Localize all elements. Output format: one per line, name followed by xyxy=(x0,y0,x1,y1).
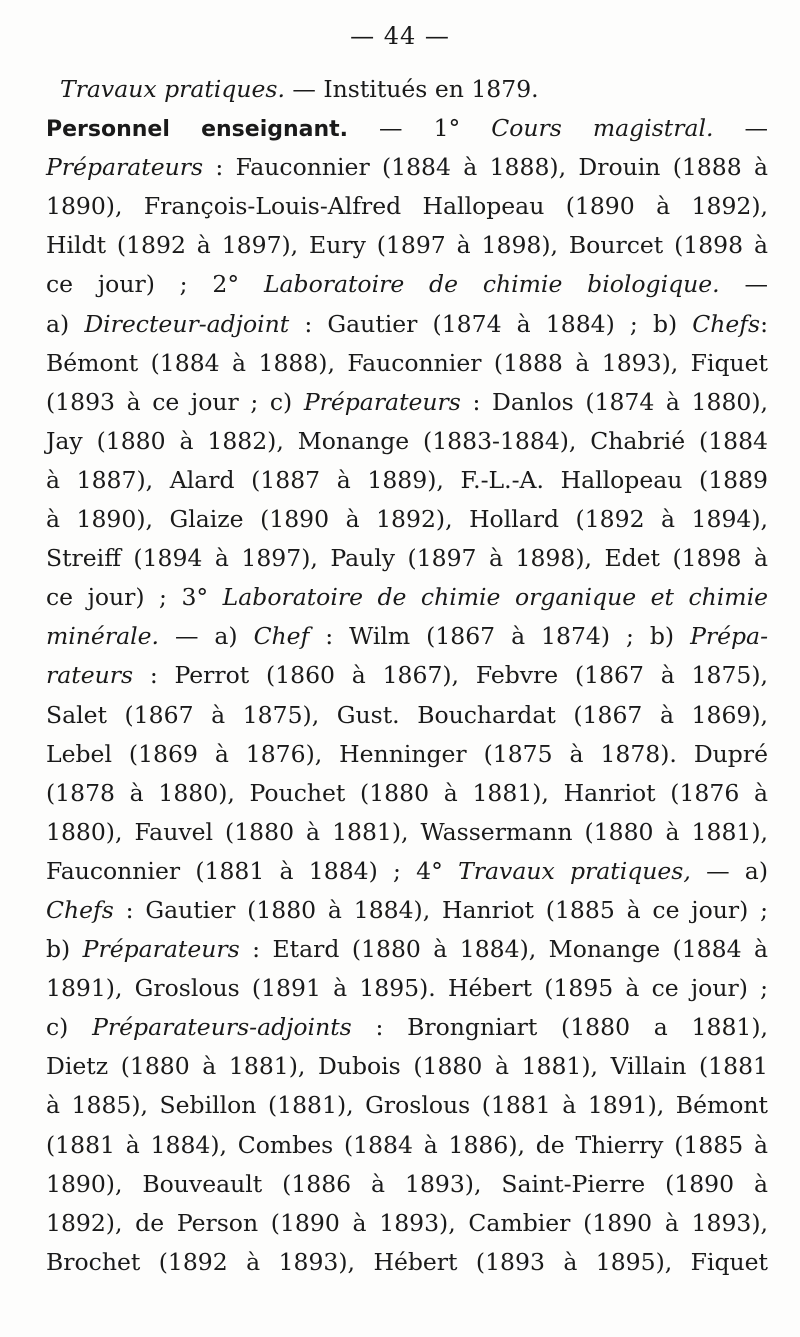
text-line xyxy=(46,813,768,852)
italic-text: Directeur-adjoint xyxy=(84,309,290,338)
text-segment: a) xyxy=(46,309,85,338)
text-line xyxy=(46,696,768,735)
text-segment: Jay (1880 à 1882), Monange (1883-1884), Chabrié (1884 xyxy=(46,426,768,455)
text-line xyxy=(46,226,768,265)
italic-text: Laboratoire de chimie organique et chimie xyxy=(222,583,768,612)
text-segment: : Wilm (1867 à 1874) ; b) xyxy=(309,622,691,651)
text-line xyxy=(46,1047,768,1086)
text-line xyxy=(46,1086,768,1125)
text-segment: 1880), Fauvel (1880 à 1881), Wassermann (1880 à 1881), xyxy=(46,817,768,846)
text-segment: (1881 à 1884), Combes (1884 à 1886), de Thierry (1885 à xyxy=(46,1130,768,1159)
text-line xyxy=(46,735,768,774)
text-segment: : Gautier (1880 à 1884), Hanriot (1885 à ce jour) ; xyxy=(113,895,768,924)
text-line xyxy=(46,500,768,539)
text-segment: Dietz (1880 à 1881), Dubois (1880 à 1881), Villain (1881 xyxy=(46,1052,768,1081)
text-segment: — xyxy=(713,114,768,143)
text-line xyxy=(46,422,768,461)
text-segment: 1890), Bouveault (1886 à 1893), Saint-Pierre (1890 à xyxy=(46,1169,768,1198)
text-segment: Lebel (1869 à 1876), Henninger (1875 à 1878). Dupré xyxy=(46,739,768,768)
text-line xyxy=(46,305,768,344)
text-line xyxy=(46,1243,768,1282)
text-line xyxy=(46,578,768,617)
body-text xyxy=(46,70,768,1282)
italic-text: minérale. xyxy=(46,622,159,651)
text-line xyxy=(46,539,768,578)
italic-text: Chefs xyxy=(692,309,761,338)
italic-text: Chefs xyxy=(46,895,114,924)
text-line xyxy=(46,1008,768,1047)
text-line xyxy=(46,891,768,930)
text-segment: (1893 à ce jour ; c) xyxy=(46,387,304,416)
italic-text: Préparateurs-adjoints xyxy=(92,1013,352,1042)
text-line xyxy=(46,617,768,656)
text-line xyxy=(46,1165,768,1204)
text-segment: Fauconnier (1881 à 1884) ; 4° xyxy=(46,856,459,885)
text-segment: : Perrot (1860 à 1867), Febvre (1867 à 1875), xyxy=(133,661,768,690)
text-line xyxy=(46,930,768,969)
text-line xyxy=(46,383,768,422)
text-segment: : Fauconnier (1884 à 1888), Drouin (1888 à xyxy=(203,153,768,182)
text-segment: (1878 à 1880), Pouchet (1880 à 1881), Hanriot (1876 à xyxy=(46,778,768,807)
text-segment: : Etard (1880 à 1884), Monange (1884 à xyxy=(239,935,768,964)
text-line xyxy=(46,774,768,813)
text-segment: b) xyxy=(46,935,83,964)
italic-text: Préparateurs xyxy=(303,387,461,416)
text-segment: 1890), François-Louis-Alfred Hallopeau (1890 à 1892), xyxy=(46,192,768,221)
text-line xyxy=(46,109,768,148)
text-line xyxy=(46,187,768,226)
text-line xyxy=(46,852,768,891)
text-line xyxy=(46,461,768,500)
text-segment: — a) xyxy=(158,622,254,651)
text-segment: — Institués en 1879. xyxy=(284,75,539,103)
text-line xyxy=(46,1204,768,1243)
text-segment: : xyxy=(760,309,768,338)
text-segment: c) xyxy=(46,1013,93,1042)
text-segment: Brochet (1892 à 1893), Hébert (1893 à 1895), Fiquet xyxy=(46,1247,768,1276)
text-line xyxy=(46,656,768,695)
text-segment: — xyxy=(719,270,768,299)
section-heading: Personnel enseignant. xyxy=(46,117,349,143)
text-line xyxy=(46,70,768,109)
italic-text: Préparateurs xyxy=(82,935,240,964)
text-segment: ce jour) ; 2° xyxy=(46,270,264,299)
italic-text: Préparateurs xyxy=(46,153,204,182)
text-segment: Salet (1867 à 1875), Gust. Bouchardat (1867 à 1869), xyxy=(46,700,768,729)
text-line xyxy=(46,969,768,1008)
text-segment: — 1° xyxy=(348,114,492,143)
text-segment: : Gautier (1874 à 1884) ; b) xyxy=(289,309,693,338)
text-segment: à 1887), Alard (1887 à 1889), F.-L.-A. Hallopeau (1889 xyxy=(46,465,768,494)
text-line xyxy=(46,265,768,304)
text-segment: : Danlos (1874 à 1880), xyxy=(460,387,768,416)
text-segment: Hildt (1892 à 1897), Eury (1897 à 1898), Bourcet (1898 à xyxy=(46,231,768,260)
italic-text: rateurs xyxy=(46,661,134,690)
text-segment: : Brongniart (1880 a 1881), xyxy=(351,1013,768,1042)
page-number: — 44 — xyxy=(350,22,450,50)
italic-text: Chef xyxy=(253,622,310,651)
text-segment: Bémont (1884 à 1888), Fauconnier (1888 à 1893), Fiquet xyxy=(46,348,768,377)
text-line xyxy=(46,344,768,383)
text-segment: à 1885), Sebillon (1881), Groslous (1881 à 1891), Bémont xyxy=(46,1091,768,1120)
text-segment: 1892), de Person (1890 à 1893), Cambier (1890 à 1893), xyxy=(46,1208,768,1237)
italic-text: Travaux pratiques. xyxy=(60,75,285,103)
text-segment: ce jour) ; 3° xyxy=(46,583,223,612)
italic-text: Travaux pratiques, xyxy=(458,856,691,885)
italic-text: Laboratoire de chimie biologique. xyxy=(263,270,720,299)
italic-text: Prépa- xyxy=(690,622,769,651)
text-line xyxy=(46,148,768,187)
text-segment: 1891), Groslous (1891 à 1895). Hébert (1895 à ce jour) ; xyxy=(46,974,768,1003)
text-segment: — a) xyxy=(690,856,768,885)
text-line xyxy=(46,1126,768,1165)
text-segment: à 1890), Glaize (1890 à 1892), Hollard (1892 à 1894), xyxy=(46,505,768,534)
text-segment: Streiff (1894 à 1897), Pauly (1897 à 1898), Edet (1898 à xyxy=(46,544,768,573)
italic-text: Cours magistral. xyxy=(491,114,714,143)
